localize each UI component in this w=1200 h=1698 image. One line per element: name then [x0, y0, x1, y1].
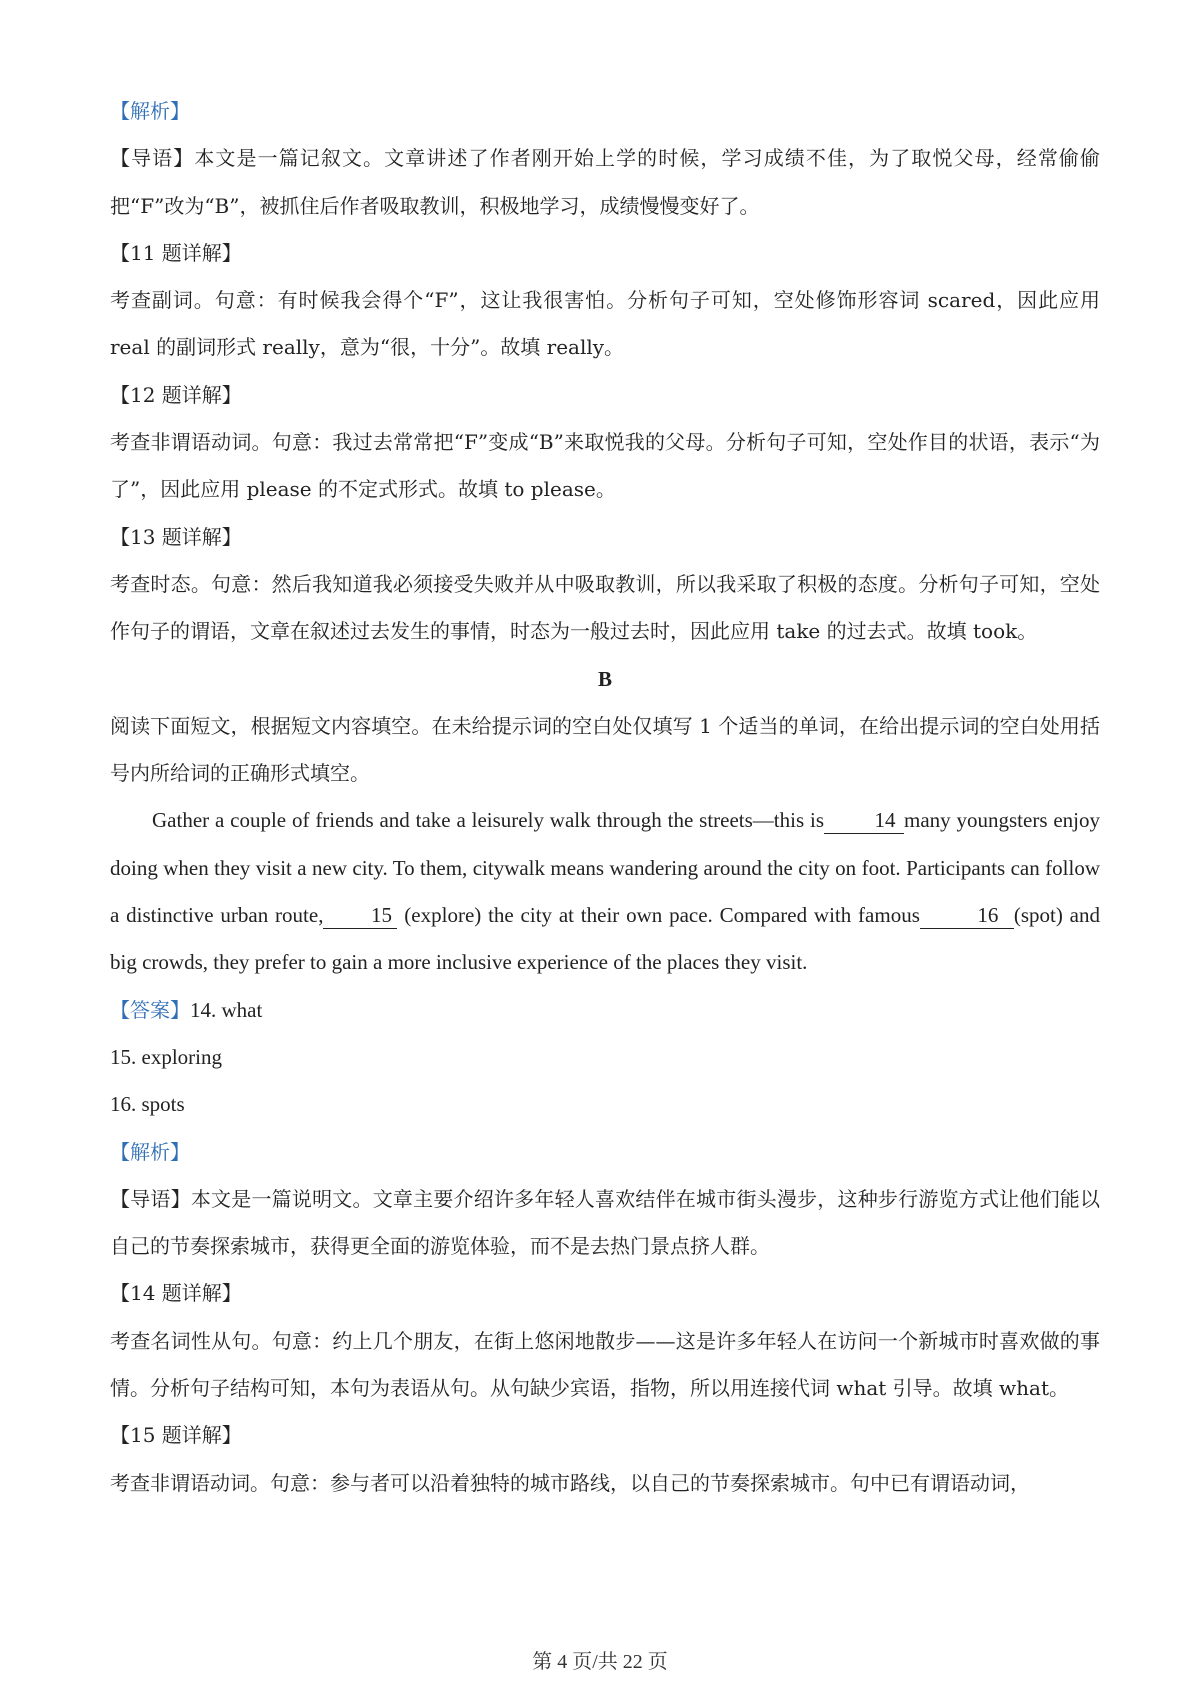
blank-15: 15 [323, 902, 397, 929]
q11-title: 【11 题详解】 [110, 240, 242, 265]
answer-16: 16. spots [110, 1092, 185, 1117]
reading-passage [110, 797, 1100, 986]
answer-14 [110, 987, 1100, 1034]
passage-text: many youngsters enjoy doing when they visit a new city. To them, citywalk means wandering around the city on foot. Participants can follow a distinctive urban route, [110, 808, 1100, 928]
q14-title: 【14 题详解】 [110, 1281, 242, 1306]
guide-paragraph: 【导语】本文是一篇记叙文。文章讲述了作者刚开始上学的时候，学习成绩不佳，为了取悦父母，经常偷偷把“F”改为“B”，被抓住后作者吸取教训，积极地学习，成绩慢慢变好了。 [110, 146, 1100, 218]
passage-text: Gather a couple of friends and take a leisurely walk through the streets—this is [152, 808, 824, 833]
passage-text: (explore) the city at their own pace. Compared with famous [404, 903, 920, 928]
q11-explanation: 考查副词。句意：有时候我会得个“F”，这让我很害怕。分析句子可知，空处修饰形容词 scared，因此应用 real 的副词形式 really，意为“很，十分”。故填 really。 [110, 288, 1100, 360]
analysis-tag: 【解析】 [110, 99, 190, 123]
q13-title: 【13 题详解】 [110, 524, 242, 549]
document-page [110, 88, 1100, 1507]
blank-16: 16 [920, 902, 1014, 929]
answer-14-text: 14. what [190, 997, 263, 1022]
q12-explanation: 考查非谓语动词。句意：我过去常常把“F”变成“B”来取悦我的父母。分析句子可知，空处作目的状语，表示“为了”，因此应用 please 的不定式形式。故填 to please。 [110, 430, 1100, 502]
q14-explanation: 考查名词性从句。句意：约上几个朋友，在街上悠闲地散步——这是许多年轻人在访问一个新城市时喜欢做的事情。分析句子结构可知，本句为表语从句。从句缺少宾语，指物，所以用连接代词 what 引导。故填 what。 [110, 1328, 1100, 1401]
page-footer: 第 4 页/共 22 页 [532, 1651, 668, 1673]
passage-text: (spot) and big crowds, they prefer to gain a more inclusive experience of the places they visit. [110, 903, 1101, 975]
q15-explanation: 考查非谓语动词。句意：参与者可以沿着独特的城市路线，以自己的节奏探索城市。句中已有谓语动词， [110, 1470, 1030, 1495]
q13-explanation: 考查时态。句意：然后我知道我必须接受失败并从中吸取教训，所以我采取了积极的态度。分析句子可知，空处作句子的谓语，文章在叙述过去发生的事情，时态为一般过去时，因此应用 take 的过去式。故填 took。 [110, 571, 1100, 644]
q15-title: 【15 题详解】 [110, 1423, 242, 1448]
q12-title: 【12 题详解】 [110, 382, 242, 407]
blank-14: 14 [824, 807, 904, 834]
instruction-paragraph: 阅读下面短文，根据短文内容填空。在未给提示词的空白处仅填写 1 个适当的单词，在给出提示词的空白处用括号内所给词的正确形式填空。 [110, 713, 1100, 786]
part-b-heading: B [597, 666, 612, 691]
answer-15: 15. exploring [110, 1044, 222, 1069]
guide-paragraph: 【导语】本文是一篇说明文。文章主要介绍许多年轻人喜欢结伴在城市街头漫步，这种步行游览方式让他们能以自己的节奏探索城市，获得更全面的游览体验，而不是去热门景点挤人群。 [110, 1186, 1100, 1259]
answer-tag: 【答案】 [110, 997, 190, 1022]
analysis-tag: 【解析】 [110, 1139, 190, 1164]
